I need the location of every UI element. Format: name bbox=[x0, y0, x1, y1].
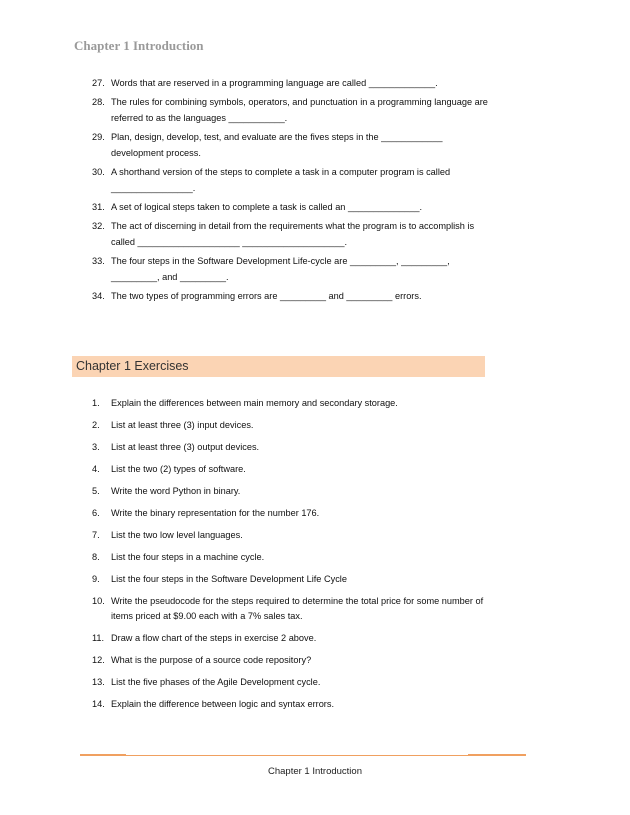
item-number: 30. bbox=[92, 167, 105, 177]
list-item bbox=[92, 199, 492, 215]
item-number: 9. bbox=[92, 574, 100, 584]
section-title: Chapter 1 Exercises bbox=[76, 359, 189, 373]
item-number: 32. bbox=[92, 221, 105, 231]
item-text: Explain the differences between main memory and secondary storage. bbox=[111, 398, 398, 408]
list-item bbox=[92, 440, 492, 455]
item-number: 27. bbox=[92, 78, 105, 88]
item-text: Write the binary representation for the number 176. bbox=[111, 508, 320, 518]
item-number: 7. bbox=[92, 530, 100, 540]
item-text: The four steps in the Software Development Life-cycle are _________, _________, _________, and _________. bbox=[111, 256, 450, 282]
list-item bbox=[92, 218, 492, 250]
item-text: Draw a flow chart of the steps in exercise 2 above. bbox=[111, 633, 317, 643]
item-text: A set of logical steps taken to complete a task is called an ______________. bbox=[111, 202, 423, 212]
item-text: List the two low level languages. bbox=[111, 530, 243, 540]
list-item bbox=[92, 164, 492, 196]
list-item bbox=[92, 631, 492, 646]
running-header: Chapter 1 Introduction bbox=[74, 38, 204, 53]
item-text: List the five phases of the Agile Development cycle. bbox=[111, 677, 321, 687]
section-heading-band bbox=[72, 356, 485, 377]
list-item bbox=[92, 462, 492, 477]
item-number: 28. bbox=[92, 97, 105, 107]
list-item bbox=[92, 418, 492, 433]
item-number: 31. bbox=[92, 202, 105, 212]
item-number: 4. bbox=[92, 464, 100, 474]
list-item bbox=[92, 253, 492, 285]
item-text: Write the word Python in binary. bbox=[111, 486, 241, 496]
list-item bbox=[92, 94, 492, 126]
item-text: List at least three (3) input devices. bbox=[111, 420, 254, 430]
item-number: 14. bbox=[92, 699, 105, 709]
item-text: List at least three (3) output devices. bbox=[111, 442, 260, 452]
exercise-list bbox=[92, 396, 492, 719]
item-text: Write the pseudocode for the steps required to determine the total price for some number of items priced at $9.00 each with a 7% sales tax. bbox=[111, 596, 484, 621]
item-text: List the two (2) types of software. bbox=[111, 464, 246, 474]
list-item bbox=[92, 594, 492, 624]
item-number: 10. bbox=[92, 596, 105, 606]
item-text: What is the purpose of a source code repository? bbox=[111, 655, 312, 665]
list-item bbox=[92, 528, 492, 543]
item-number: 8. bbox=[92, 552, 100, 562]
list-item bbox=[92, 506, 492, 521]
list-item bbox=[92, 653, 492, 668]
item-text: The two types of programming errors are _________ and _________ errors. bbox=[111, 291, 422, 301]
footer-rule bbox=[80, 754, 126, 756]
item-number: 5. bbox=[92, 486, 100, 496]
footer-rule bbox=[126, 755, 468, 756]
item-number: 29. bbox=[92, 132, 105, 142]
item-number: 3. bbox=[92, 442, 100, 452]
list-item bbox=[92, 697, 492, 712]
list-item bbox=[92, 75, 492, 91]
item-number: 34. bbox=[92, 291, 105, 301]
item-text: The act of discerning in detail from the requirements what the program is to accomplish is called ____________________ ____________________. bbox=[111, 221, 475, 247]
item-text: A shorthand version of the steps to complete a task in a computer program is called ________________. bbox=[111, 167, 451, 193]
item-number: 13. bbox=[92, 677, 105, 687]
item-text: List the four steps in a machine cycle. bbox=[111, 552, 265, 562]
list-item bbox=[92, 129, 492, 161]
list-item bbox=[92, 675, 492, 690]
item-number: 6. bbox=[92, 508, 100, 518]
item-text: Plan, design, develop, test, and evaluate are the fives steps in the ____________ development process. bbox=[111, 132, 443, 158]
item-number: 2. bbox=[92, 420, 100, 430]
question-list bbox=[92, 75, 492, 307]
item-text: Explain the difference between logic and syntax errors. bbox=[111, 699, 335, 709]
item-number: 1. bbox=[92, 398, 100, 408]
item-number: 11. bbox=[92, 633, 105, 643]
item-number: 33. bbox=[92, 256, 105, 266]
list-item bbox=[92, 288, 492, 304]
list-item bbox=[92, 484, 492, 499]
item-text: List the four steps in the Software Development Life Cycle bbox=[111, 574, 347, 584]
item-text: Words that are reserved in a programming language are called _____________. bbox=[111, 78, 438, 88]
list-item bbox=[92, 572, 492, 587]
list-item bbox=[92, 396, 492, 411]
item-number: 12. bbox=[92, 655, 105, 665]
running-footer: Chapter 1 Introduction bbox=[267, 766, 362, 777]
footer-rule bbox=[468, 754, 526, 756]
item-text: The rules for combining symbols, operators, and punctuation in a programming language are referred to as the languages ___________. bbox=[111, 97, 488, 123]
list-item bbox=[92, 550, 492, 565]
